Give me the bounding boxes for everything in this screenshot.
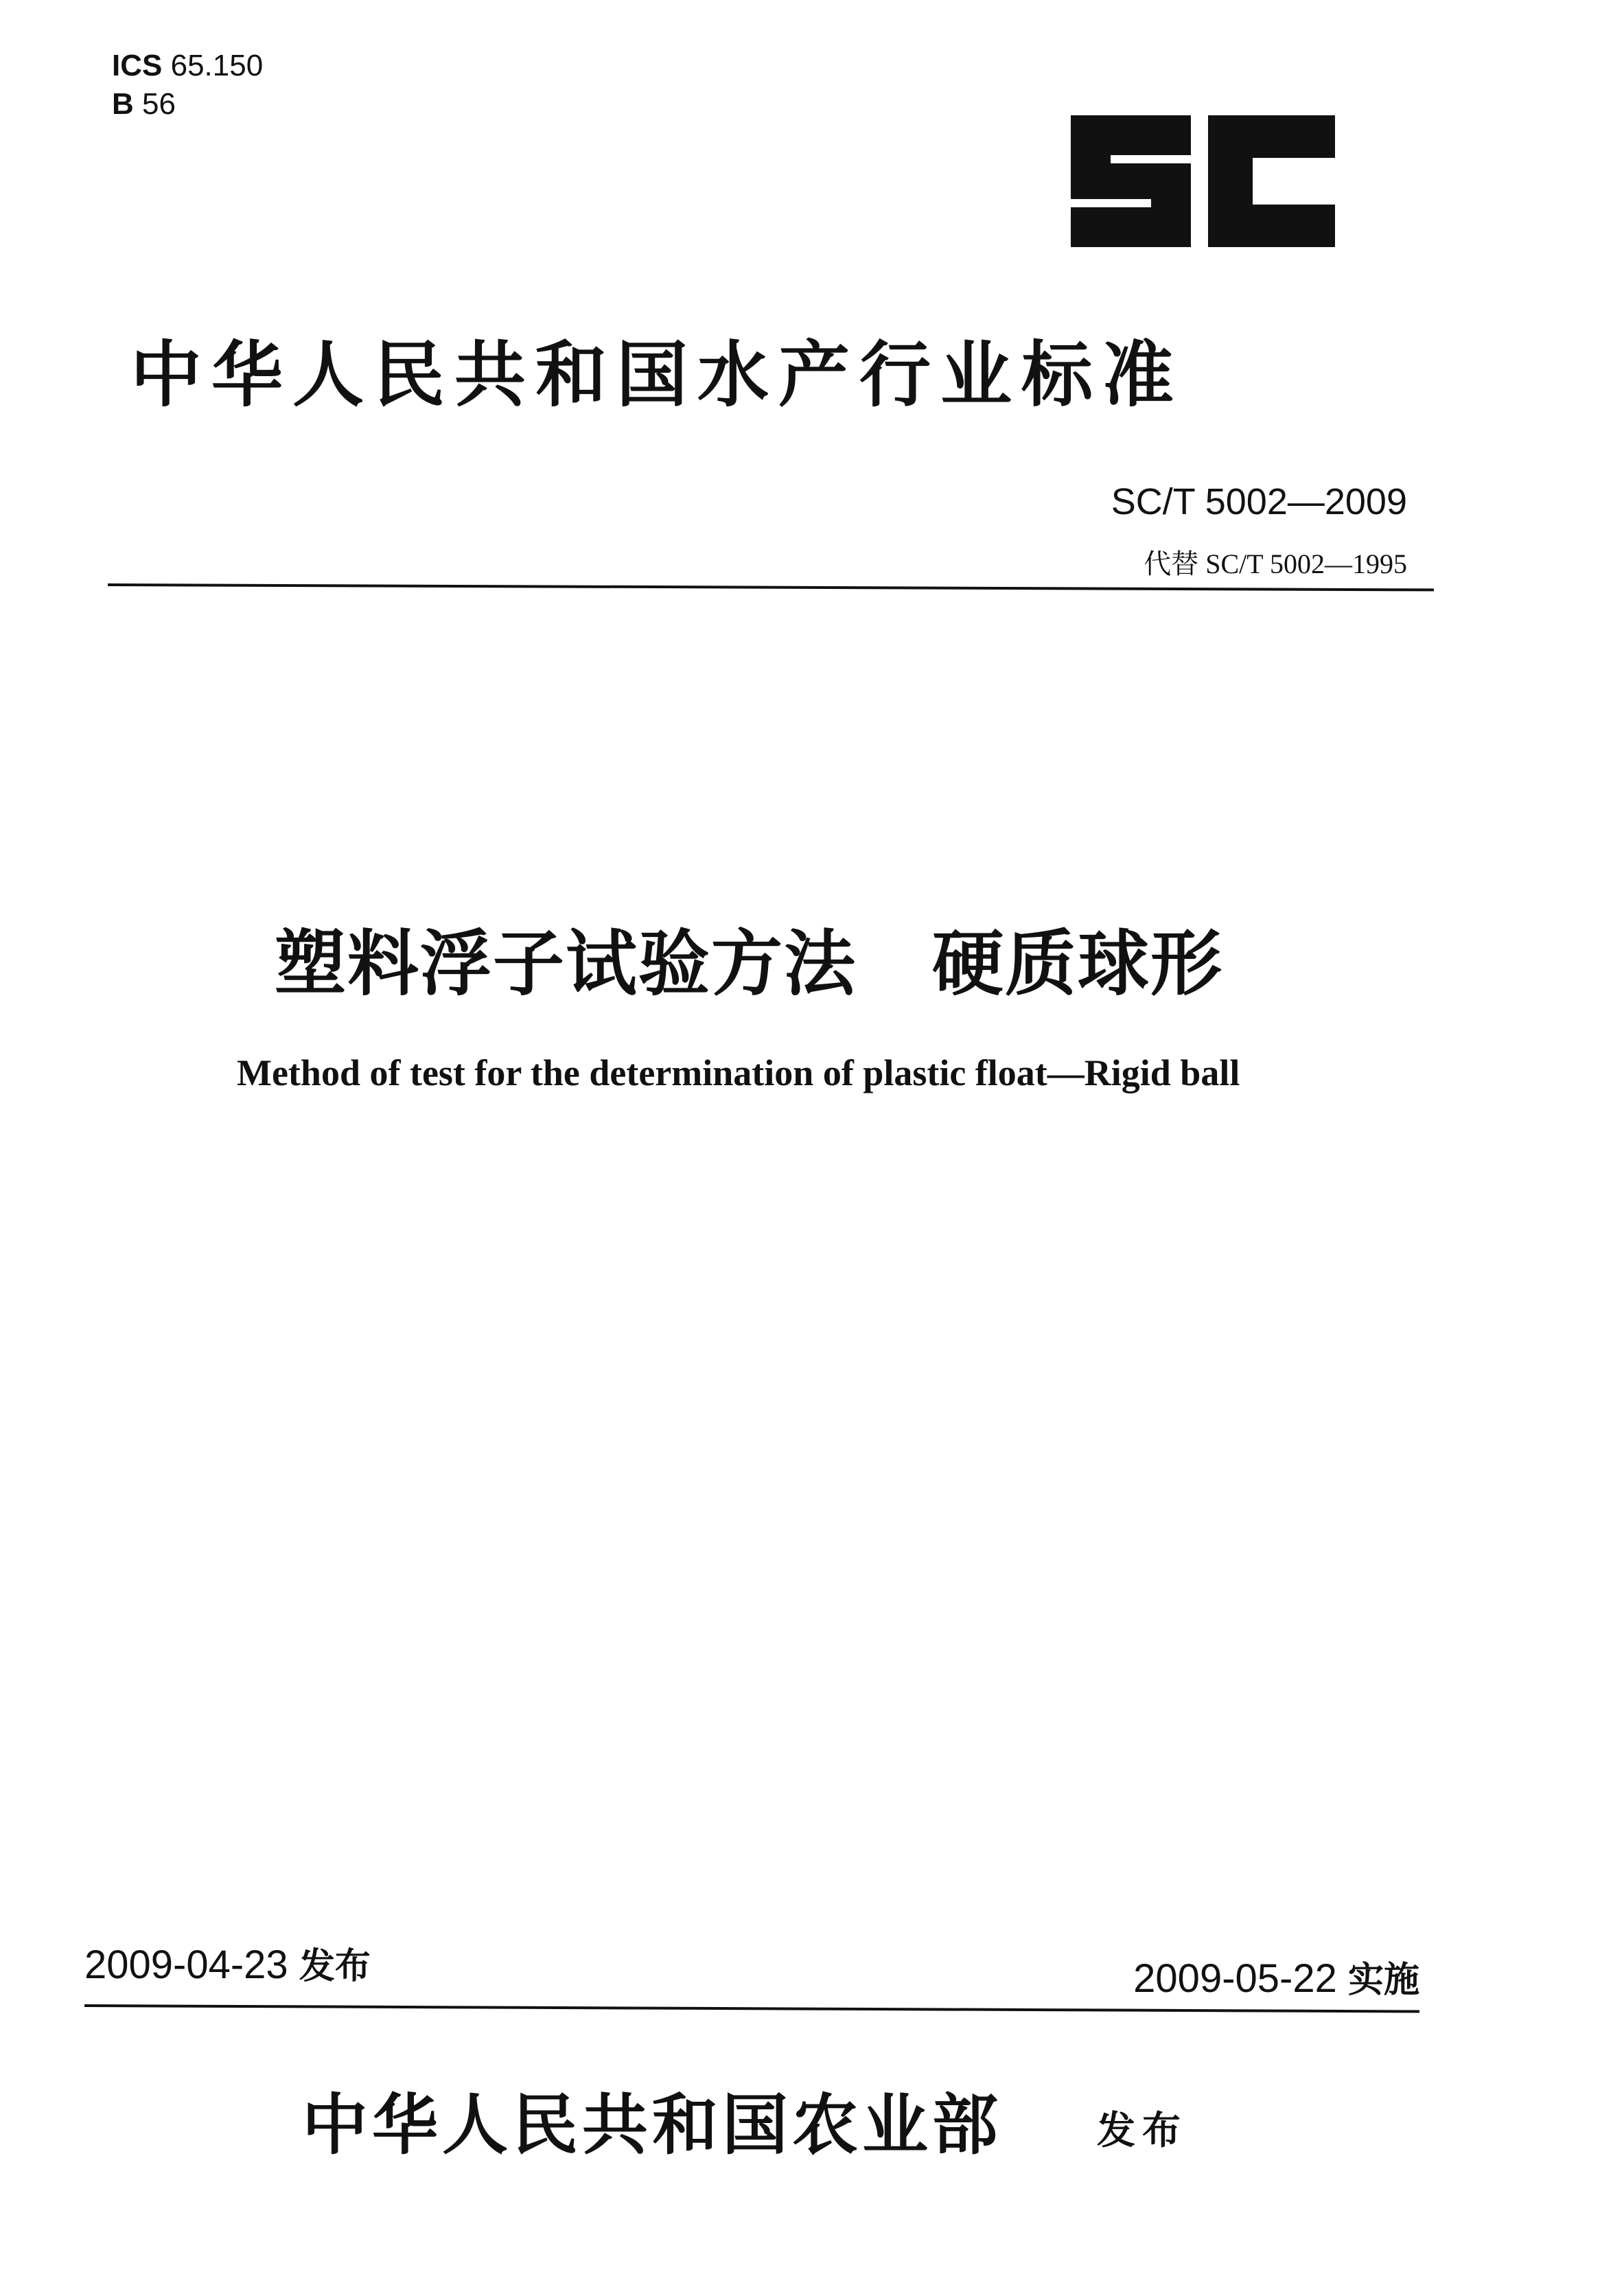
ccs-label: B xyxy=(112,87,134,121)
document-title-english: Method of test for the determination of plastic float—Rigid ball xyxy=(237,1052,1240,1093)
ics-code-row xyxy=(112,47,263,85)
header-divider xyxy=(108,583,1434,591)
logo-letter-s xyxy=(1071,115,1191,247)
ics-code: 65.150 xyxy=(170,49,264,82)
replaced-standard: 代替 SC/T 5002—1995 xyxy=(1144,548,1407,579)
issuing-authority-suffix: 发布 xyxy=(1097,2109,1187,2153)
title-cn-part2: 硬质球形 xyxy=(932,922,1224,1006)
implement-label: 实施 xyxy=(1347,1960,1419,2001)
publish-label: 发布 xyxy=(299,1946,371,1987)
implement-date-line xyxy=(1133,1951,1419,2002)
ccs-code: 56 xyxy=(142,87,176,121)
publish-date-line xyxy=(84,1937,371,1988)
footer-divider xyxy=(84,2004,1419,2013)
standard-number: SC/T 5002—2009 xyxy=(1111,481,1407,522)
implement-date: 2009-05-22 xyxy=(1133,1956,1337,2001)
title-cn-part1: 塑料浮子试验方法 xyxy=(275,922,857,1006)
ccs-code-row xyxy=(112,85,263,124)
ics-label: ICS xyxy=(112,49,163,82)
sc-logo xyxy=(1071,115,1335,247)
logo-letter-c xyxy=(1208,115,1335,247)
issuing-authority: 中华人民共和国农业部 xyxy=(302,2087,1002,2164)
classification-codes xyxy=(112,47,263,124)
publish-date: 2009-04-23 xyxy=(84,1943,288,1987)
organization-title: 中华人民共和国水产行业标准 xyxy=(130,333,1184,417)
document-title-chinese xyxy=(275,906,1223,1009)
